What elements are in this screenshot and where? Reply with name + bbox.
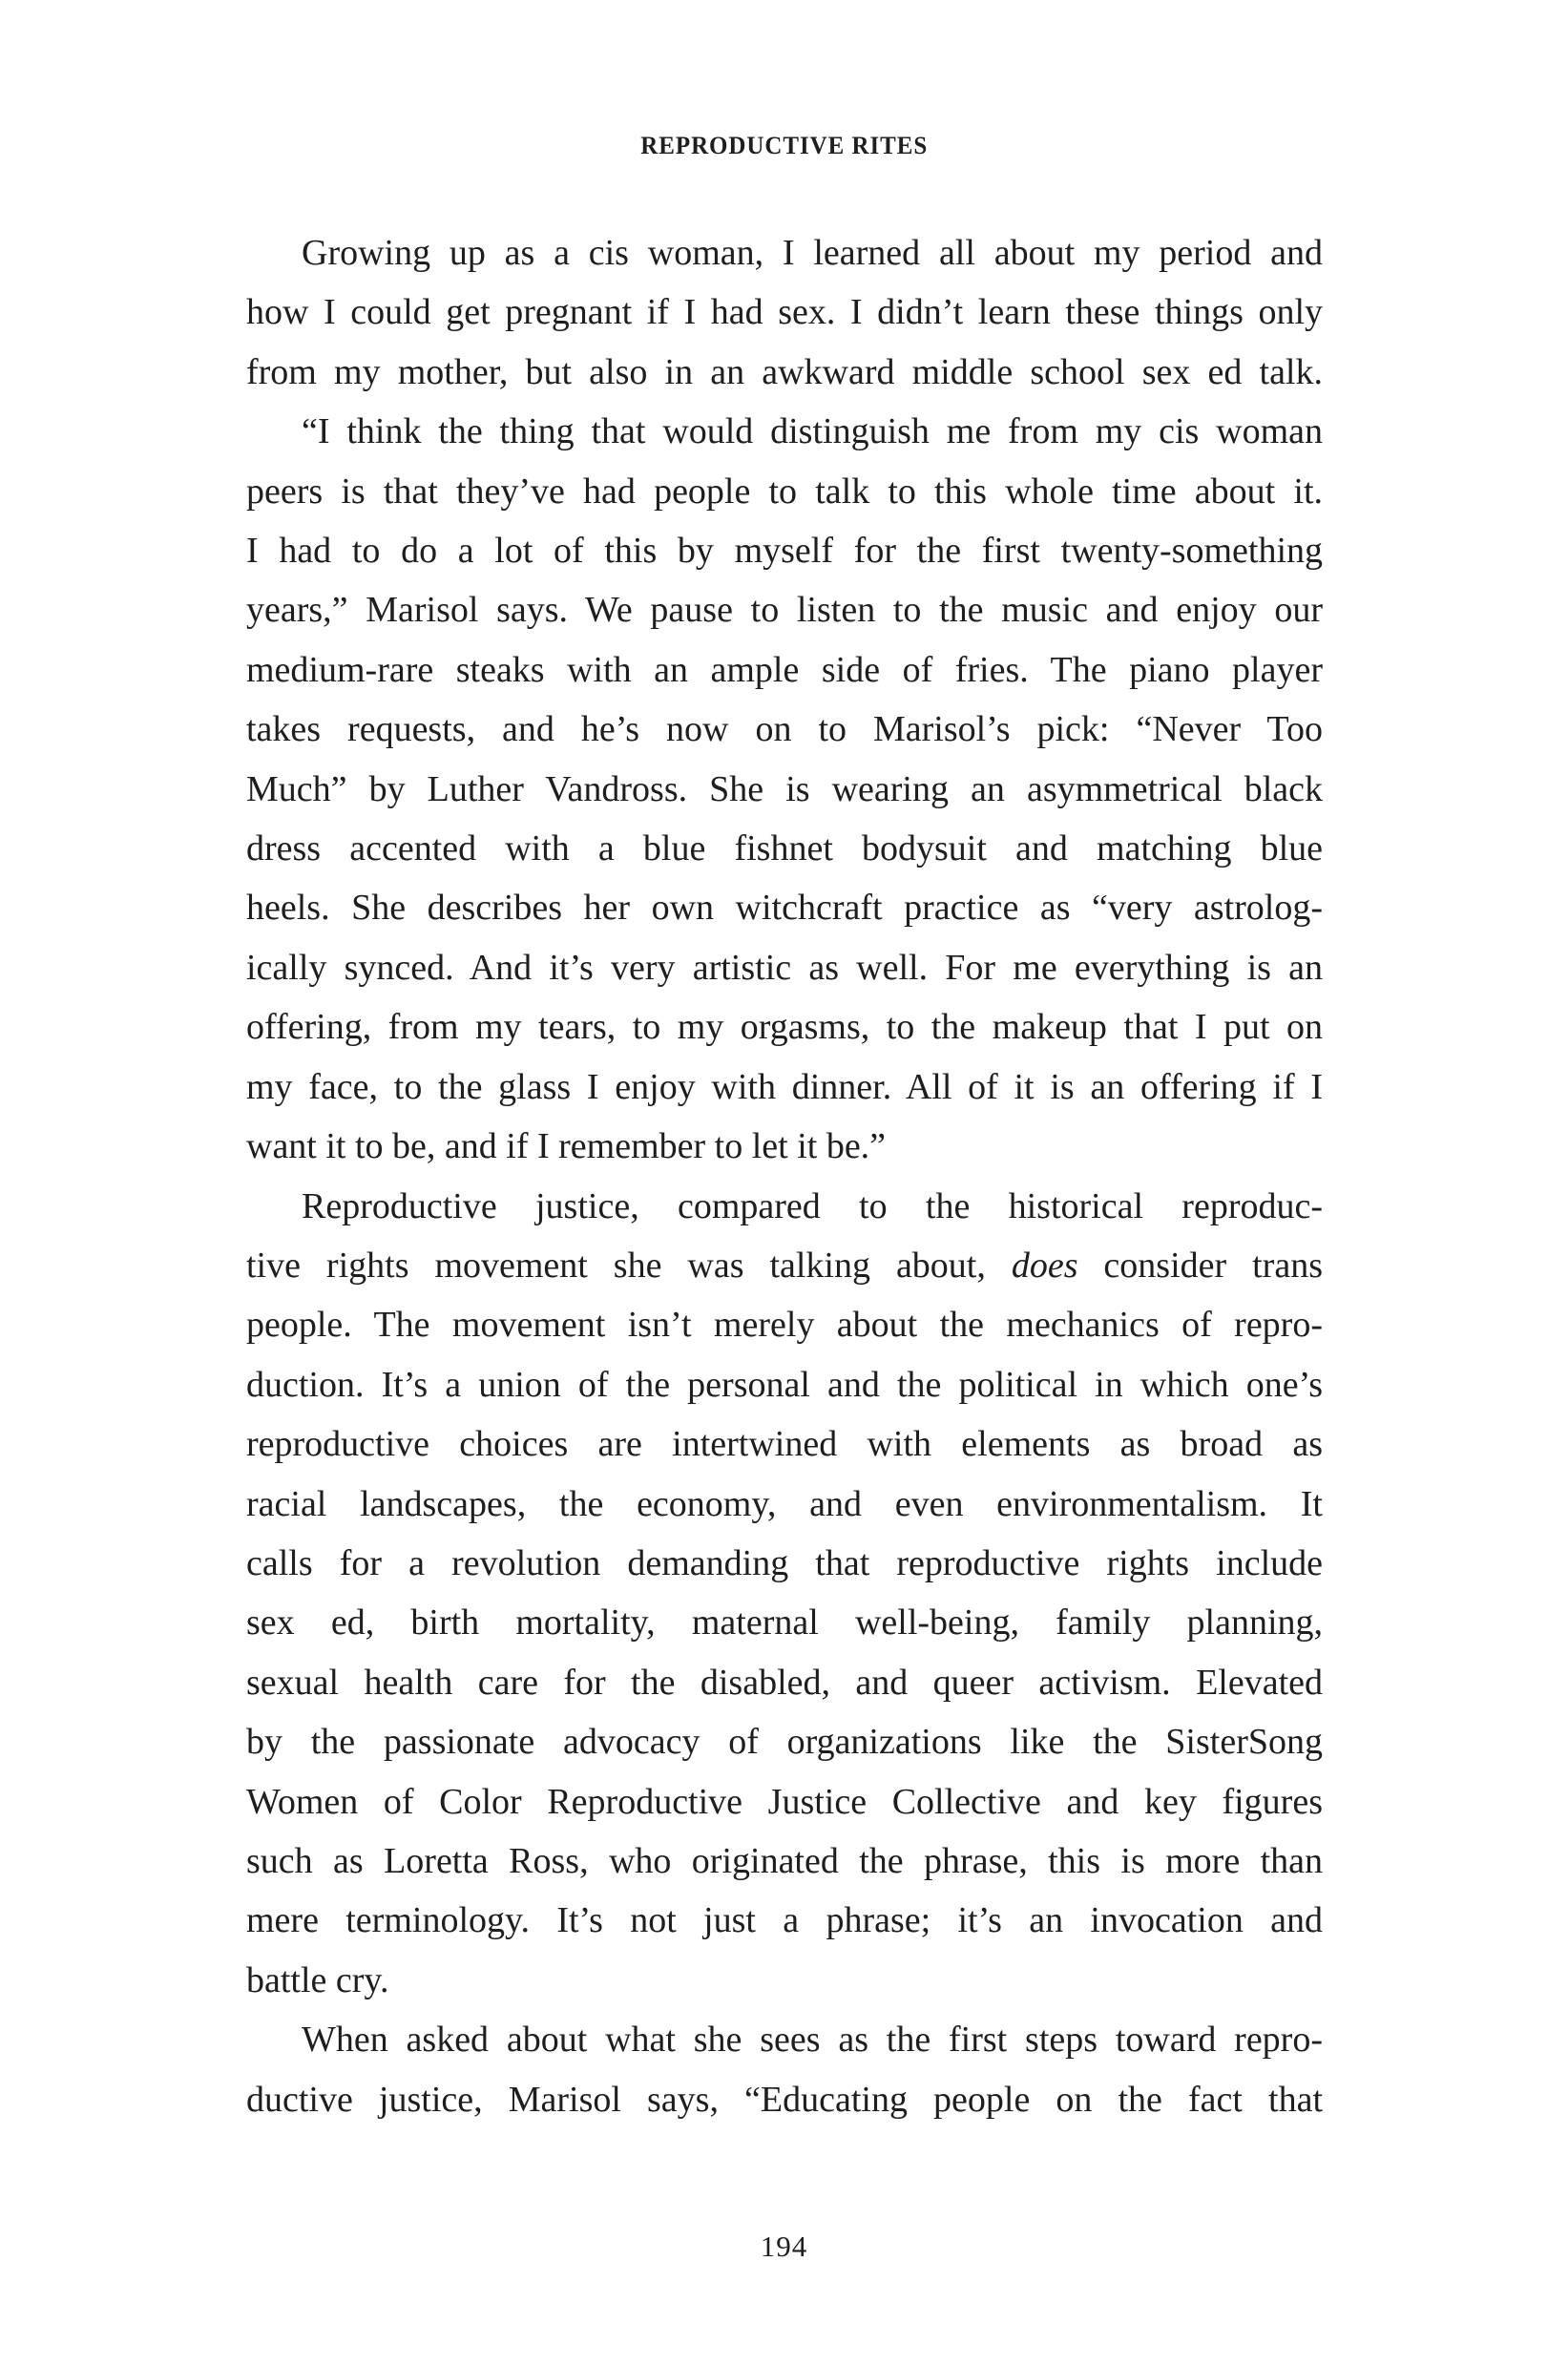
page-number: 194 <box>760 2230 808 2263</box>
text-line: “I think the thing that would distinguish me from my cis woman <box>302 411 1323 452</box>
text-line: such as Loretta Ross, who originated the phrase, this is more than <box>246 1840 1323 1881</box>
text-line: my face, to the glass I enjoy with dinner. All of it is an offering if I <box>246 1066 1323 1107</box>
text-line: years,” Marisol says. We pause to listen to the music and enjoy our <box>246 590 1323 631</box>
text-line: how I could get pregnant if I had sex. I didn’t learn these things only <box>246 292 1323 333</box>
text-line: ically synced. And it’s very artistic as well. For me everything is an <box>246 947 1323 988</box>
page-body <box>246 223 1323 2129</box>
text-line: by the passionate advocacy of organizations like the SisterSong <box>246 1722 1323 1763</box>
text-line: want it to be, and if I remember to let it be.” <box>246 1126 887 1167</box>
text-line: peers is that they’ve had people to talk to this whole time about it. <box>246 471 1323 512</box>
paragraph <box>246 402 1323 1176</box>
text-line: medium-rare steaks with an ample side of fries. The piano player <box>246 649 1323 690</box>
paragraph <box>246 2010 1323 2129</box>
text-line: racial landscapes, the economy, and even environmentalism. It <box>246 1483 1323 1524</box>
paragraph <box>246 1177 1323 2011</box>
text-line: from my mother, but also in an awkward middle school sex ed talk. <box>246 351 1323 392</box>
text-line: I had to do a lot of this by myself for the first twenty-something <box>246 531 1323 572</box>
text-line: calls for a revolution demanding that reproductive rights include <box>246 1542 1323 1583</box>
text-line: takes requests, and he’s now on to Marisol’s pick: “Never Too <box>246 709 1323 750</box>
text-line: offering, from my tears, to my orgasms, to the makeup that I put on <box>246 1007 1323 1048</box>
running-head-text: REPRODUCTIVE RITES <box>640 132 928 159</box>
text-line: people. The movement isn’t merely about the mechanics of repro- <box>246 1305 1323 1346</box>
text-line: ductive justice, Marisol says, “Educating people on the fact that <box>246 2079 1323 2120</box>
text-line: mere terminology. It’s not just a phrase; it’s an invocation and <box>246 1900 1323 1941</box>
text-line: Women of Color Reproductive Justice Collective and key figures <box>246 1781 1323 1822</box>
text-line <box>246 1236 1323 1295</box>
text-line: Growing up as a cis woman, I learned all about my period and <box>302 233 1323 273</box>
text-line: Much” by Luther Vandross. She is wearing an asymmetrical black <box>246 768 1323 809</box>
text-line: heels. She describes her own witchcraft practice as “very astrolog- <box>246 888 1323 929</box>
text-line: When asked about what she sees as the first steps toward repro- <box>302 2020 1323 2061</box>
italic-text: does <box>1011 1245 1078 1286</box>
text-segment: tive rights movement she was talking about, <box>246 1245 1012 1286</box>
text-line: duction. It’s a union of the personal and the political in which one’s <box>246 1364 1323 1405</box>
text-line: sex ed, birth mortality, maternal well-being, family planning, <box>246 1602 1323 1644</box>
running-head <box>0 132 1568 160</box>
text-line: battle cry. <box>246 1959 389 2000</box>
text-segment: consider trans <box>1077 1245 1323 1286</box>
paragraph <box>246 223 1323 402</box>
text-line: sexual health care for the disabled, and queer activism. Elevated <box>246 1662 1323 1703</box>
text-line: Reproductive justice, compared to the historical reproduc- <box>302 1185 1323 1226</box>
text-line: reproductive choices are intertwined with elements as broad as <box>246 1424 1323 1465</box>
text-line: dress accented with a blue fishnet bodysuit and matching blue <box>246 828 1323 869</box>
